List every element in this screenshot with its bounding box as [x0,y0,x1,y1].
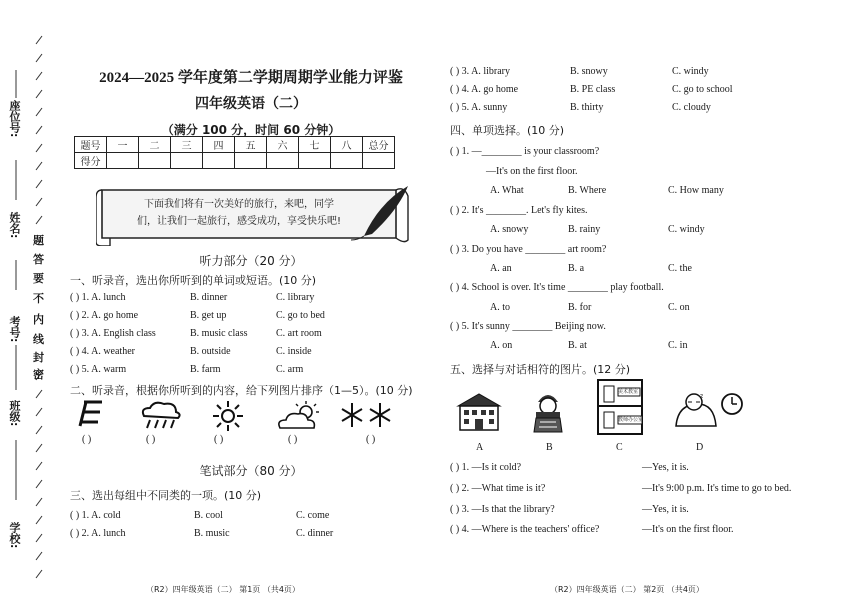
seal-char: 不 [33,292,44,305]
rain-cloud-icon [138,400,182,430]
binding-slash-pattern [0,0,62,609]
score-header-cell: 一 [107,137,139,153]
teachers-office-sign: 教师办公室 [618,417,644,423]
class-label: 班级: [8,400,21,427]
score-header-cell: 四 [203,137,235,153]
school-label: 学校: [8,522,21,549]
question: ( ) 2. It's ________. Let's fly kites. [450,205,588,216]
pic-answer-paren[interactable]: ( ) [82,434,92,445]
question: ( ) 5. It's sunny ________ Beijing now. [450,321,606,332]
library-building-icon [456,392,502,432]
exam-title: 2024—2025 学年度第二学期周期学业能力评鉴 [99,70,403,86]
section-3-title: 三、选出每组中不同类的一项。(10 分) [70,489,262,502]
snowflake-icon [340,400,392,430]
score-header-cell: 三 [171,137,203,153]
school-building-icon [596,378,644,436]
question: ( ) 3. Do you have ________ art room? [450,244,607,255]
exam-meta: （满分 100 分，时间 60 分钟） [161,123,341,137]
score-row-label: 得分 [75,153,107,169]
question-reply: —It's on the first floor. [486,166,578,177]
score-header-cell: 总分 [363,137,395,153]
listening-part-title: 听力部分（20 分） [199,254,303,268]
question: ( ) 4. School is over. It's time ________ play football. [450,282,664,293]
sleeping-child-clock-icon [674,390,744,430]
picture-label: B [546,442,553,453]
seat-number-label: 座位号: [8,100,21,138]
picture-label: C [616,442,623,453]
pic-answer-paren[interactable]: ( ) [146,434,156,445]
score-cell[interactable] [363,153,395,169]
score-cell[interactable] [139,153,171,169]
section-2-title: 二、听录音，根据你所听到的内容，给下列图片排序（1—5）。(10 分) [70,384,413,397]
banner-text [124,196,354,230]
pic-answer-paren[interactable]: ( ) [214,434,224,445]
question: ( ) 1. —________ is your classroom? [450,146,600,157]
page-1: 2024—2025 学年度第二学期周期学业能力评鉴 四年级英语（二） （满分 100 分，时间 60 分钟） 题号 一 二 三 四 五 六 七 八 总分 得分 下面我们将有一次美好的旅行，来吧，同学 们，让我们一起旅行，感受成功，享受快乐吧! 听力部分（20 分） 一、听录音，选出你所听到的单词或短语。(10 分) ( ) 1. A. lunch B. dinner C. library ( ) 2. A. go home B. get up C. go to bed ( ) 3. A. English class B. music class C. art room ( ) 4. A. weather B. outside C. inside ( ) 5. A. warm B. farm C. arm 二、听录音，根据你所听到的内容，给下列图片排序（1—5）。(10 分) ( ) ( ) ( ) ( ) ( ) 笔试部分（80 分） 三、选出每组中不同类的一项。(10 分) ( ) 1. A. cold B. cool C. come ( ) 2. A. lunch B. music C. dinner （R2）四年级英语（二） 第1页 （共4页） [66,0,436,609]
page-2: ( ) 3. A. library B. snowy C. windy ( ) 4. A. go home B. PE class C. go to school ( ) 5. A. sunny B. thirty C. cloudy 四、单项选择。(10 分) ( ) 1. —________ is your classroom? —It's on the first floor. A. What B. Where C. How many ( ) 2. It's ________. Let's fly kites. A. snowy B. rainy C. windy ( ) 3. Do you have ________ art room? A. an B. a C. the ( ) 4. School is over. It's time ________ play football. A. to B. for C. on ( ) 5. It's sunny ________ Beijing now. A. on B. at C. in 五、选择与对话相符的图片。(12 分) 美术教室 教师办公室 z A B C D ( ) 1. —Is it cold? —Yes, it is. ( ) 2. —What time is it? —It's 9:00 p.m. It's time to go to bed. ( ) 3. —Is that the library? —Yes, it is. ( ) 4. —Where is the teachers' office? —It's on the first floor. （R2）四年级英语（二） 第2页 （共4页） [450,66,792,594]
seal-char: 密 [33,368,44,381]
written-part-title: 笔试部分（80 分） [199,464,303,478]
exam-number-label: 考号: [8,316,21,343]
seal-char: 线 [33,333,44,346]
seal-char: 题 [33,234,44,247]
pic-answer-paren[interactable]: ( ) [366,434,376,445]
score-header-cell: 六 [267,137,299,153]
score-cell[interactable] [171,153,203,169]
score-header-cell: 五 [235,137,267,153]
section-5-title: 五、选择与对话相符的图片。(12 分) [450,363,631,376]
picture-label: D [696,442,704,453]
score-cell[interactable] [267,153,299,169]
sun-icon [212,400,244,432]
section-4-title: 四、单项选择。(10 分) [450,124,565,137]
art-room-sign: 美术教室 [618,389,639,395]
footer-page-1: （R2）四年级英语（二） 第1页 （共4页） [146,585,300,594]
exam-subtitle: 四年级英语（二） [195,97,307,112]
score-header-cell: 八 [331,137,363,153]
score-cell[interactable] [299,153,331,169]
banner-line-1: 下面我们将有一次美好的旅行，来吧，同学 [144,199,334,210]
score-header-cell: 题号 [75,137,107,153]
svg-text:z: z [700,393,704,400]
seal-char: 内 [33,313,44,326]
seal-char: 封 [33,351,44,364]
name-label: 姓名: [8,212,21,239]
wind-icon [78,400,108,428]
score-cell[interactable] [107,153,139,169]
score-table [74,136,395,169]
banner-line-2: 们，让我们一起旅行，感受成功，享受快乐吧! [136,216,341,227]
score-cell[interactable] [331,153,363,169]
binding-strip [0,0,62,609]
score-cell[interactable] [235,153,267,169]
picture-label: A [476,442,484,453]
score-header-cell: 二 [139,137,171,153]
seal-char: 答 [33,253,44,266]
seal-char: 要 [33,272,44,285]
cloud-sun-icon [276,400,322,432]
pic-answer-paren[interactable]: ( ) [288,434,298,445]
score-header-cell: 七 [299,137,331,153]
section-1-title: 一、听录音，选出你所听到的单词或短语。(10 分) [70,274,317,287]
score-cell[interactable] [203,153,235,169]
footer-page-2: （R2）四年级英语（二） 第2页 （共4页） [550,585,704,594]
cold-child-icon [530,390,566,434]
